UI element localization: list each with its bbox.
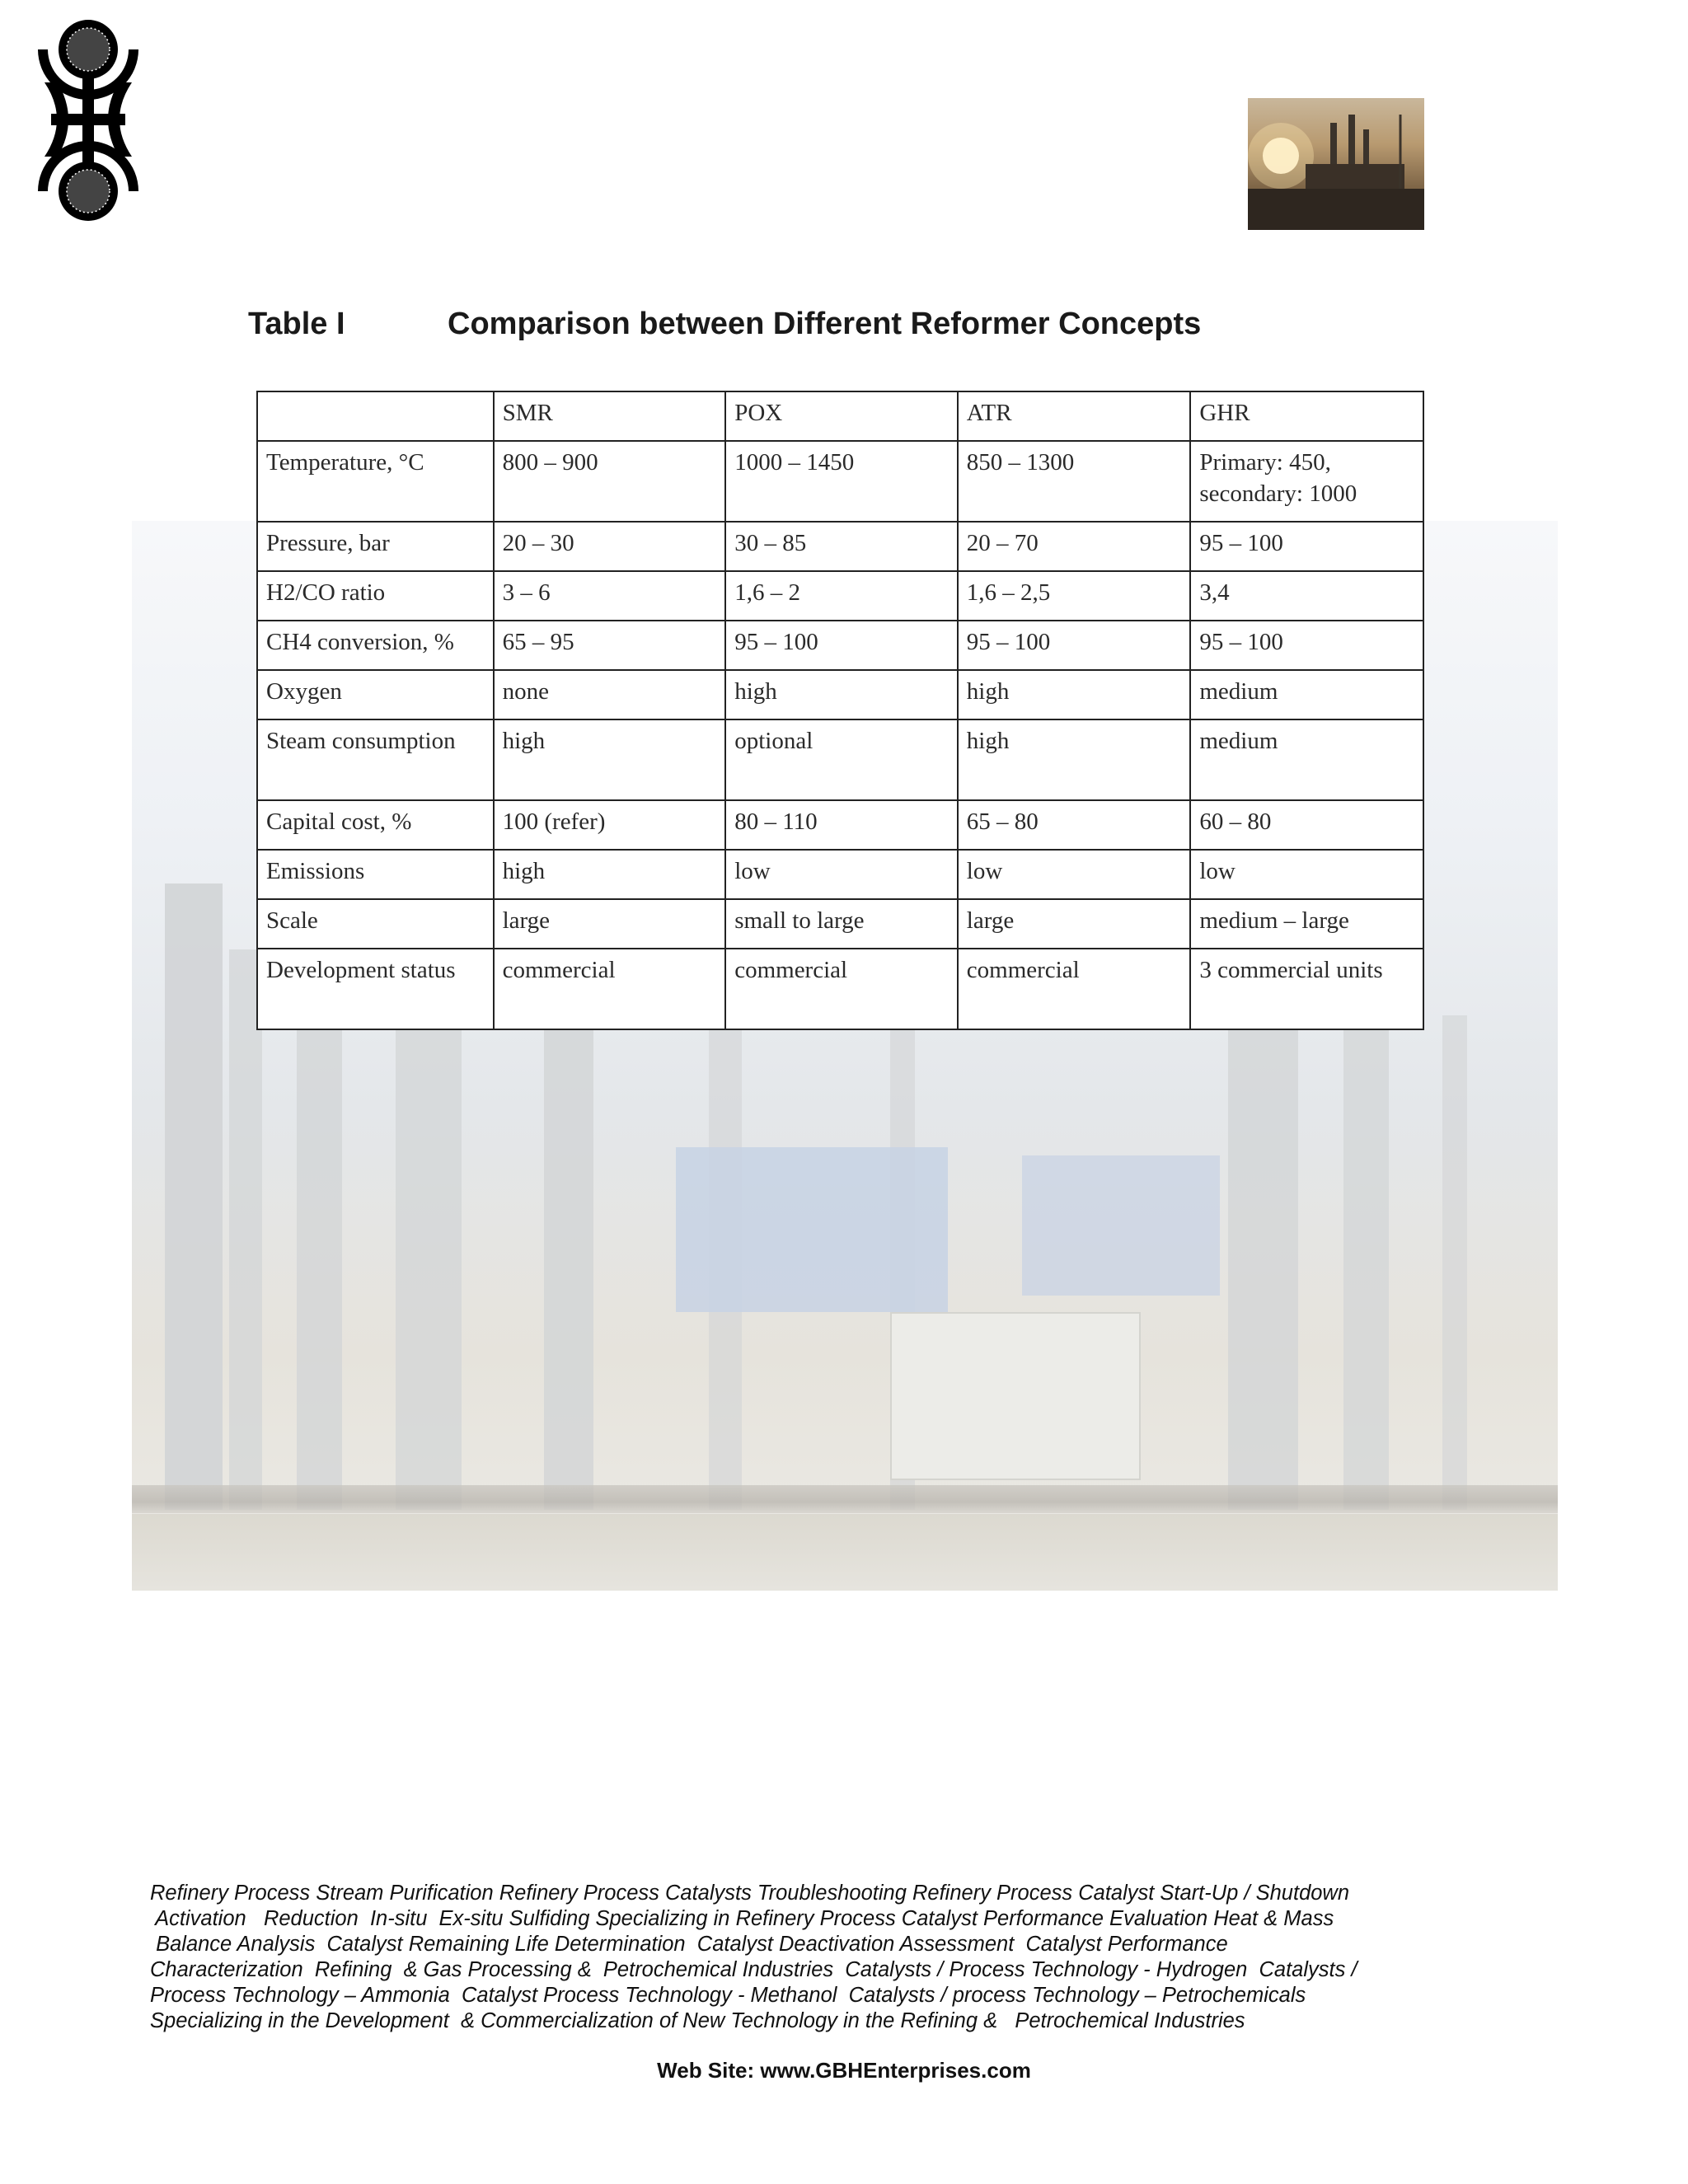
table-cell: large (958, 899, 1191, 949)
table-caption: Comparison between Different Reformer Concepts (448, 307, 1202, 341)
footer-services-text (150, 1881, 1452, 2034)
column-header: POX (725, 391, 958, 441)
company-logo (36, 16, 140, 224)
table-row (257, 800, 1423, 850)
comparison-table (256, 391, 1424, 1030)
table-cell: 1,6 – 2 (725, 571, 958, 621)
row-label: CH4 conversion, % (257, 621, 494, 670)
table-cell: high (958, 670, 1191, 719)
column-header: SMR (494, 391, 726, 441)
table-row (257, 621, 1423, 670)
row-label: Oxygen (257, 670, 494, 719)
table-cell: 65 – 80 (958, 800, 1191, 850)
table-cell: high (725, 670, 958, 719)
table-cell: 30 – 85 (725, 522, 958, 571)
table-cell: 1,6 – 2,5 (958, 571, 1191, 621)
table-cell: 20 – 70 (958, 522, 1191, 571)
table-cell: large (494, 899, 726, 949)
table-cell: medium (1190, 719, 1423, 800)
table-cell: 95 – 100 (1190, 522, 1423, 571)
footer-line: Process Technology – Ammonia Catalyst Process Technology - Methanol Catalysts / process Technology – Petrochemicals (150, 1984, 1306, 2007)
table-cell: small to large (725, 899, 958, 949)
table-row (257, 719, 1423, 800)
table-cell: 80 – 110 (725, 800, 958, 850)
footer-line: Specializing in the Development & Commercialization of New Technology in the Refining & Petrochemical Industries (150, 2009, 1245, 2032)
table-cell: high (494, 719, 726, 800)
table-cell: 850 – 1300 (958, 441, 1191, 522)
table-cell: optional (725, 719, 958, 800)
row-label: Scale (257, 899, 494, 949)
table-cell: high (958, 719, 1191, 800)
table-row (257, 899, 1423, 949)
row-label: Emissions (257, 850, 494, 899)
table-cell: 3 – 6 (494, 571, 726, 621)
table-cell: commercial (494, 949, 726, 1029)
table-cell: commercial (725, 949, 958, 1029)
table-number: Table I (248, 307, 345, 341)
table-cell: 95 – 100 (725, 621, 958, 670)
table-cell: none (494, 670, 726, 719)
table-header-row (257, 391, 1423, 441)
column-header (257, 391, 494, 441)
row-label: Steam consumption (257, 719, 494, 800)
row-label: Capital cost, % (257, 800, 494, 850)
table-title (248, 307, 1201, 342)
table-cell: medium – large (1190, 899, 1423, 949)
table-row (257, 522, 1423, 571)
table-cell: 95 – 100 (958, 621, 1191, 670)
table-row (257, 571, 1423, 621)
table-row (257, 670, 1423, 719)
row-label: Development status (257, 949, 494, 1029)
footer-line: Activation Reduction In-situ Ex-situ Sulfiding Specializing in Refinery Process Catalyst Performance Evaluation Heat & Mass (150, 1907, 1334, 1930)
column-header: ATR (958, 391, 1191, 441)
table-cell: 100 (refer) (494, 800, 726, 850)
table-cell: 3 commercial units (1190, 949, 1423, 1029)
table-cell: medium (1190, 670, 1423, 719)
row-label: Temperature, °C (257, 441, 494, 522)
table-cell: 3,4 (1190, 571, 1423, 621)
row-label: H2/CO ratio (257, 571, 494, 621)
table-row (257, 441, 1423, 522)
table-cell: commercial (958, 949, 1191, 1029)
table-row (257, 949, 1423, 1029)
table-cell: low (958, 850, 1191, 899)
table-cell: 20 – 30 (494, 522, 726, 571)
footer-line: Characterization Refining & Gas Processing & Petrochemical Industries Catalysts / Process Technology - Hydrogen Catalysts / (150, 1958, 1357, 1981)
column-header: GHR (1190, 391, 1423, 441)
table-cell: Primary: 450, secondary: 1000 (1190, 441, 1423, 522)
table-cell: 1000 – 1450 (725, 441, 958, 522)
footer-line: Balance Analysis Catalyst Remaining Life Determination Catalyst Deactivation Assessment Catalyst Performance (150, 1933, 1228, 1956)
table-row (257, 850, 1423, 899)
website-text: Web Site: www.GBHEnterprises.com (657, 2058, 1031, 2083)
table-cell: 800 – 900 (494, 441, 726, 522)
table-cell: 95 – 100 (1190, 621, 1423, 670)
table-cell: 60 – 80 (1190, 800, 1423, 850)
table-cell: high (494, 850, 726, 899)
footer-line: Refinery Process Stream Purification Refinery Process Catalysts Troubleshooting Refinery Process Catalyst Start-Up / Shutdown (150, 1882, 1350, 1905)
table-cell: 65 – 95 (494, 621, 726, 670)
header-refinery-photo (1248, 98, 1424, 230)
row-label: Pressure, bar (257, 522, 494, 571)
table-cell: low (725, 850, 958, 899)
table-cell: low (1190, 850, 1423, 899)
